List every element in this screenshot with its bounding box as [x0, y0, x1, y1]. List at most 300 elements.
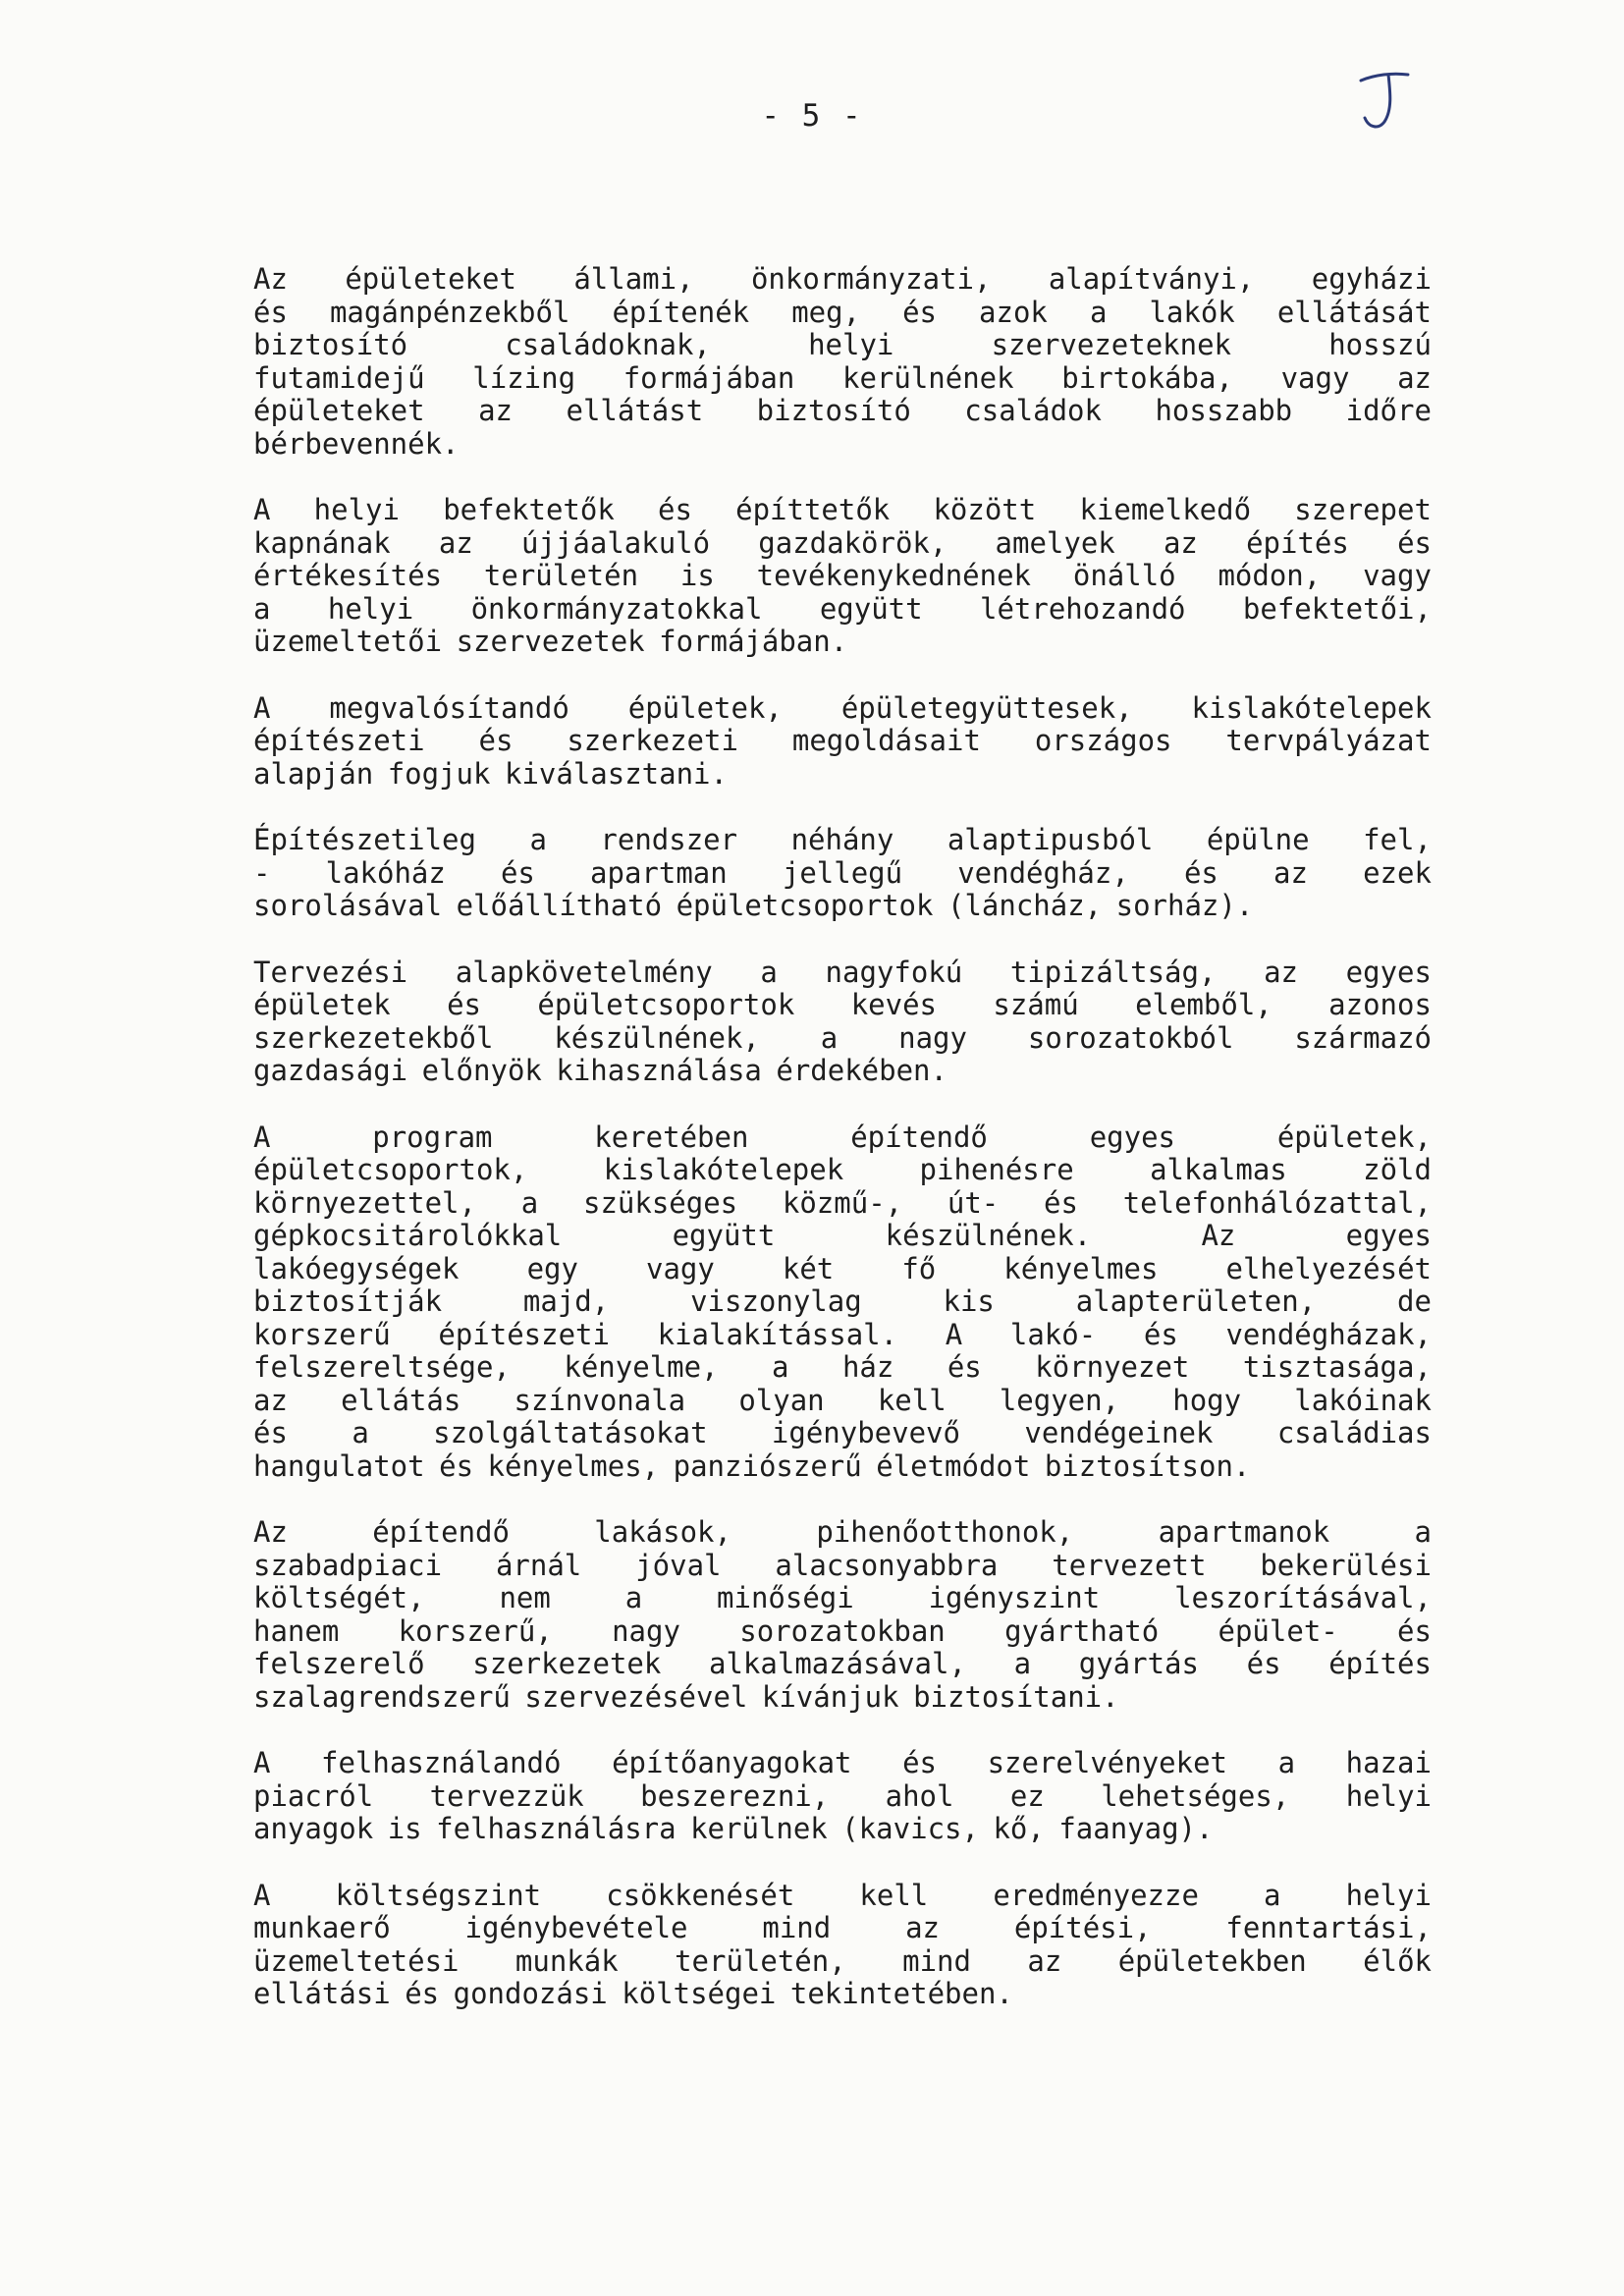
paragraph [253, 494, 1432, 659]
word: kiválasztani. [504, 756, 728, 791]
word: panziószerű [673, 1449, 862, 1483]
word: felhasználásra [436, 1812, 677, 1845]
word: költségét, [253, 1581, 425, 1614]
paragraph [253, 263, 1432, 461]
word: lakóház [325, 855, 446, 890]
word: az [253, 1383, 288, 1417]
word: bekerülési [1260, 1548, 1432, 1582]
word: alapítványi, [1048, 262, 1255, 296]
word: építészeti [253, 724, 425, 757]
word: kerülnének [842, 360, 1014, 395]
word: befektetői, [1242, 591, 1432, 626]
word: tevékenykednének [756, 559, 1032, 592]
text-line [253, 725, 1432, 758]
word: vendégházak, [1225, 1317, 1432, 1351]
word: az [905, 1911, 941, 1944]
word: lakók [1149, 295, 1235, 329]
word: alkalmas [1150, 1153, 1287, 1186]
word: építés [1246, 525, 1349, 560]
word: kevés [850, 988, 937, 1021]
word: szerkezeti [567, 724, 738, 757]
word: fel, [1363, 823, 1432, 856]
word: sorozatokból [1027, 1020, 1234, 1055]
word: tervezzük [429, 1778, 584, 1813]
text-line [253, 1550, 1432, 1583]
word: Tervezési [253, 955, 408, 989]
paragraph [253, 692, 1432, 792]
paragraph [253, 1516, 1432, 1714]
word: kislakótelepek [603, 1153, 844, 1186]
text-line [253, 1351, 1432, 1385]
word: nagy [612, 1613, 680, 1648]
word: legyen, [999, 1383, 1120, 1417]
text-line [253, 626, 1432, 659]
text-line [253, 297, 1432, 330]
word: építendő [372, 1515, 510, 1549]
paragraph [253, 1880, 1432, 2011]
word: fogjuk [387, 756, 491, 791]
word: szalagrendszerű [253, 1679, 511, 1714]
word: vagy [646, 1251, 715, 1285]
word: szervezésével [524, 1679, 748, 1714]
word: Az [253, 262, 288, 296]
text-line [253, 1747, 1432, 1780]
word: sorozatokban [739, 1613, 946, 1648]
word: is [679, 559, 715, 592]
word: gondozási [453, 1977, 608, 2010]
word: szervezetek [456, 625, 645, 658]
word: együtt [672, 1219, 776, 1252]
word: mind [762, 1911, 832, 1944]
word: a [624, 1581, 643, 1614]
word: hanem [253, 1613, 340, 1648]
paragraph [253, 1121, 1432, 1484]
word: szerkezetekből [253, 1020, 494, 1055]
word: helyi [327, 591, 414, 626]
word: egyházi [1311, 262, 1432, 296]
word: a [520, 1185, 539, 1220]
word: bérbevennék. [253, 426, 460, 461]
text-line [253, 1253, 1432, 1286]
word: szervezeteknek [991, 328, 1232, 361]
word: a [1089, 295, 1108, 329]
text-line [253, 1978, 1432, 2011]
word: lakó- [1009, 1317, 1097, 1351]
word: ezek [1363, 855, 1432, 890]
word: lakóegységek [253, 1251, 460, 1285]
word: érdekében. [776, 1054, 947, 1087]
word: csökkenését [606, 1878, 795, 1912]
word: zöld [1363, 1153, 1432, 1186]
word: épületeket [345, 262, 516, 296]
word: hogy [1172, 1383, 1242, 1417]
word: helyi [313, 493, 400, 526]
word: néhány [790, 823, 894, 856]
word: mind [902, 1943, 971, 1978]
text-line [253, 263, 1432, 297]
word: alapkövetelmény [455, 955, 713, 989]
word: és [478, 724, 514, 757]
word: ellátást [566, 394, 704, 427]
word: alaptipusból [947, 823, 1154, 856]
word: biztosítani. [913, 1679, 1119, 1714]
word: épületcsoportok [537, 988, 795, 1021]
word: tekintetében. [789, 1977, 1013, 2010]
word: szerelvényeket [987, 1746, 1228, 1779]
word: elhelyezését [1225, 1251, 1432, 1285]
word: üzemeltetői [253, 625, 443, 658]
word: színvonala [514, 1383, 686, 1417]
word: kényelmes, [487, 1449, 660, 1483]
word: hosszabb [1155, 394, 1293, 427]
text-line [253, 1187, 1432, 1221]
word: jóval [635, 1548, 722, 1582]
text-line [253, 1813, 1432, 1846]
word: kerülnek [690, 1812, 828, 1845]
word: felszereltsége, [253, 1350, 511, 1384]
word: felhasználandó [321, 1746, 562, 1779]
word: és [405, 1977, 440, 2010]
word: biztosítson. [1044, 1449, 1251, 1483]
text-line [253, 1780, 1432, 1814]
word: A [253, 1878, 271, 1912]
word: épületekben [1117, 1943, 1307, 1978]
word: kényelme, [564, 1350, 719, 1384]
word: apartmanok [1158, 1515, 1330, 1549]
word: A [253, 493, 271, 526]
word: azok [979, 295, 1048, 329]
word: sorház). [1115, 889, 1254, 922]
word: és [1397, 525, 1432, 560]
word: fenntartási, [1225, 1911, 1432, 1944]
text-line [253, 1880, 1432, 1913]
word: újjáalakuló [521, 525, 711, 560]
word: kihasználása [556, 1054, 762, 1087]
word: jellegű [782, 855, 903, 890]
word: meg, [791, 295, 861, 329]
word: szabadpiaci [253, 1548, 443, 1582]
text-line [253, 593, 1432, 627]
text-line [253, 1450, 1432, 1484]
text-line [253, 362, 1432, 396]
word: - [253, 855, 271, 890]
text-line [253, 989, 1432, 1022]
word: és [1397, 1613, 1432, 1648]
word: épületegyüttesek, [840, 690, 1133, 725]
text-line [253, 1154, 1432, 1187]
word: helyi [808, 328, 894, 361]
word: épületeket [253, 394, 425, 427]
word: munkák [514, 1943, 619, 1978]
word: környezettel, [253, 1185, 476, 1220]
word: és [902, 295, 937, 329]
word: egyes [1345, 1219, 1432, 1252]
word: ellátási [253, 1977, 391, 2010]
word: egyes [1345, 955, 1432, 989]
text-line [253, 692, 1432, 726]
word: az [1027, 1943, 1062, 1978]
word: a [772, 1350, 789, 1384]
word: alapján [253, 756, 374, 791]
word: az [1273, 855, 1308, 890]
word: épületcsoportok [676, 889, 934, 922]
word: vagy [1363, 559, 1432, 592]
word: épület- [1218, 1613, 1338, 1648]
word: alapterületen, [1075, 1285, 1317, 1318]
word: módon, [1218, 559, 1322, 592]
text-line [253, 758, 1432, 792]
word: területén [483, 559, 639, 592]
word: amelyek [995, 525, 1115, 560]
word: kell [859, 1878, 929, 1912]
word: készülnének, [554, 1020, 760, 1055]
word: és [902, 1746, 937, 1779]
word: program [372, 1120, 493, 1154]
word: A [945, 1317, 963, 1351]
word: biztosító [253, 328, 408, 361]
word: rendszer [600, 823, 738, 856]
word: értékesítés [253, 559, 443, 592]
word: a [820, 1020, 839, 1055]
text-line [253, 857, 1432, 891]
word: a [253, 591, 271, 626]
word: Építészetileg [253, 823, 476, 856]
text-line [253, 1615, 1432, 1649]
paragraph [253, 1747, 1432, 1846]
text-line [253, 1055, 1432, 1088]
word: kő, [993, 1812, 1045, 1845]
word: költségszint [335, 1878, 542, 1912]
word: származó [1294, 1020, 1432, 1055]
word: a [352, 1416, 369, 1449]
word: nagyfokú [825, 955, 963, 989]
word: nem [499, 1581, 551, 1614]
word: alacsonyabbra [775, 1548, 999, 1582]
word: hangulatot [253, 1449, 425, 1483]
word: önkormányzati, [750, 262, 992, 296]
word: és [439, 1449, 474, 1483]
word: minőségi [717, 1581, 854, 1614]
word: kívánjuk [761, 1679, 899, 1714]
word: felszerelő [253, 1647, 425, 1680]
word: létrehozandó [979, 591, 1186, 626]
word: építési, [1013, 1911, 1152, 1944]
text-line [253, 560, 1432, 593]
text-line [253, 1022, 1432, 1056]
text-line [253, 527, 1432, 561]
word: vagy [1280, 360, 1350, 395]
word: előnyök [421, 1054, 542, 1087]
word: biztosító [756, 394, 911, 427]
paragraph [253, 824, 1432, 923]
word: az [1397, 360, 1432, 395]
word: építészeti [438, 1317, 610, 1351]
word: helyi [1345, 1878, 1432, 1912]
word: kiemelkedő [1079, 493, 1252, 526]
word: előállítható [456, 889, 663, 922]
word: kapnának [253, 525, 391, 560]
text-line [253, 1945, 1432, 1979]
word: és [1044, 1185, 1078, 1220]
word: Az [253, 1515, 288, 1549]
text-line [253, 1385, 1432, 1418]
word: korszerű, [398, 1613, 553, 1648]
word: gazdakörök, [758, 525, 947, 560]
word: és [658, 493, 692, 526]
word: lehetséges, [1101, 1778, 1290, 1813]
word: magánpénzekből [329, 295, 570, 329]
text-line [253, 1648, 1432, 1681]
word: a [1013, 1647, 1032, 1680]
word: birtokába, [1061, 360, 1233, 395]
word: életmódot [876, 1449, 1031, 1483]
text-line [253, 1220, 1432, 1253]
word: megoldásait [791, 724, 981, 757]
word: önálló [1072, 559, 1176, 592]
word: formájában. [659, 625, 848, 658]
text-line [253, 1582, 1432, 1615]
word: kis [943, 1285, 995, 1318]
text-line [253, 1516, 1432, 1550]
word: építés [1328, 1647, 1432, 1680]
word: leszorításával, [1174, 1581, 1432, 1614]
word: tervpályázat [1225, 724, 1432, 757]
word: igénybevevő [771, 1416, 960, 1449]
word: hosszú [1328, 328, 1432, 361]
word: közmű-, [782, 1185, 903, 1220]
word: vendégház, [957, 855, 1129, 890]
word: lakások, [594, 1515, 731, 1549]
word: gyártható [1004, 1613, 1160, 1648]
word: lakóinak [1294, 1383, 1432, 1417]
word: kislakótelepek [1191, 690, 1432, 725]
word: azonos [1328, 988, 1432, 1021]
word: épületcsoportok, [253, 1153, 528, 1186]
word: építőanyagokat [612, 1746, 852, 1779]
word: árnál [495, 1548, 582, 1582]
word: a [1264, 1878, 1281, 1912]
word: szolgáltatásokat [433, 1416, 708, 1449]
word: és [1143, 1317, 1178, 1351]
word: élők [1363, 1943, 1432, 1978]
word: olyan [738, 1383, 825, 1417]
word: az [478, 394, 514, 427]
word: és [1246, 1647, 1281, 1680]
word: épülne [1206, 823, 1310, 856]
word: A [253, 1746, 271, 1779]
word: szerepet [1294, 493, 1432, 526]
word: családok [964, 394, 1102, 427]
text-line [253, 1912, 1432, 1945]
word: egy [526, 1251, 578, 1285]
text-line [253, 957, 1432, 990]
word: kényelmes [1003, 1251, 1159, 1285]
word: gyártás [1078, 1647, 1199, 1680]
word: készülnének. [885, 1219, 1092, 1252]
document-body [253, 263, 1432, 2045]
word: pihenésre [919, 1153, 1074, 1186]
word: fő [901, 1251, 937, 1285]
text-line [253, 329, 1432, 362]
text-line [253, 395, 1432, 428]
word: között [933, 493, 1037, 526]
word: épületek [253, 988, 391, 1021]
word: pihenőotthonok, [816, 1515, 1074, 1549]
word: és [253, 295, 288, 329]
word: út- [947, 1185, 1000, 1220]
word: Az [1201, 1219, 1236, 1252]
word: tervezett [1052, 1548, 1207, 1582]
word: keretében [594, 1120, 749, 1154]
word: befektetők [443, 493, 615, 526]
paragraph [253, 957, 1432, 1088]
word: szerkezetek [472, 1647, 662, 1680]
word: és [947, 1350, 982, 1384]
word: a [1414, 1515, 1432, 1549]
word: kialakítással. [657, 1317, 898, 1351]
text-line [253, 1319, 1432, 1352]
word: apartman [590, 855, 728, 890]
word: munkaerő [253, 1911, 391, 1944]
word: igénybevétele [464, 1911, 688, 1944]
word: lízing [472, 360, 576, 395]
word: országos [1034, 724, 1172, 757]
word: egyes [1089, 1120, 1176, 1154]
word: eredményezze [993, 1878, 1199, 1912]
word: de [1397, 1285, 1432, 1318]
word: az [1264, 955, 1298, 989]
word: területén, [675, 1943, 846, 1978]
word: tipizáltság, [1009, 955, 1217, 989]
word: a [529, 823, 547, 856]
word: is [387, 1812, 422, 1845]
word: a [1277, 1746, 1296, 1779]
word: épületek, [627, 690, 783, 725]
word: viszonylag [690, 1285, 862, 1318]
word: két [782, 1251, 835, 1285]
handwritten-corner-mark [1355, 59, 1414, 137]
text-line [253, 824, 1432, 857]
word: futamidejű [253, 360, 425, 395]
word: A [253, 690, 271, 725]
text-line [253, 890, 1432, 923]
word: önkormányzatokkal [470, 591, 763, 626]
word: gazdasági [253, 1054, 408, 1087]
word: és [1183, 855, 1218, 890]
word: anyagok [253, 1812, 374, 1845]
page-number: - 5 - [761, 98, 863, 134]
text-line [253, 494, 1432, 527]
word: időre [1345, 394, 1432, 427]
word: építtetők [735, 493, 891, 526]
word: gépkocsitárolókkal [253, 1219, 563, 1252]
word: együtt [819, 591, 923, 626]
word: épületek, [1276, 1120, 1432, 1154]
word: költségei [622, 1977, 777, 2010]
word: biztosítják [253, 1285, 443, 1318]
word: kell [877, 1383, 947, 1417]
word: elemből, [1135, 988, 1272, 1021]
word: igényszint [928, 1581, 1101, 1614]
word: (kavics, [841, 1812, 979, 1845]
text-line [253, 1681, 1432, 1715]
word: formájában [623, 360, 795, 395]
word: környezet [1035, 1350, 1190, 1384]
word: szükséges [582, 1185, 738, 1220]
word: telefonhálózattal, [1122, 1185, 1432, 1220]
word: A [253, 1120, 271, 1154]
word: hazai [1345, 1746, 1432, 1779]
